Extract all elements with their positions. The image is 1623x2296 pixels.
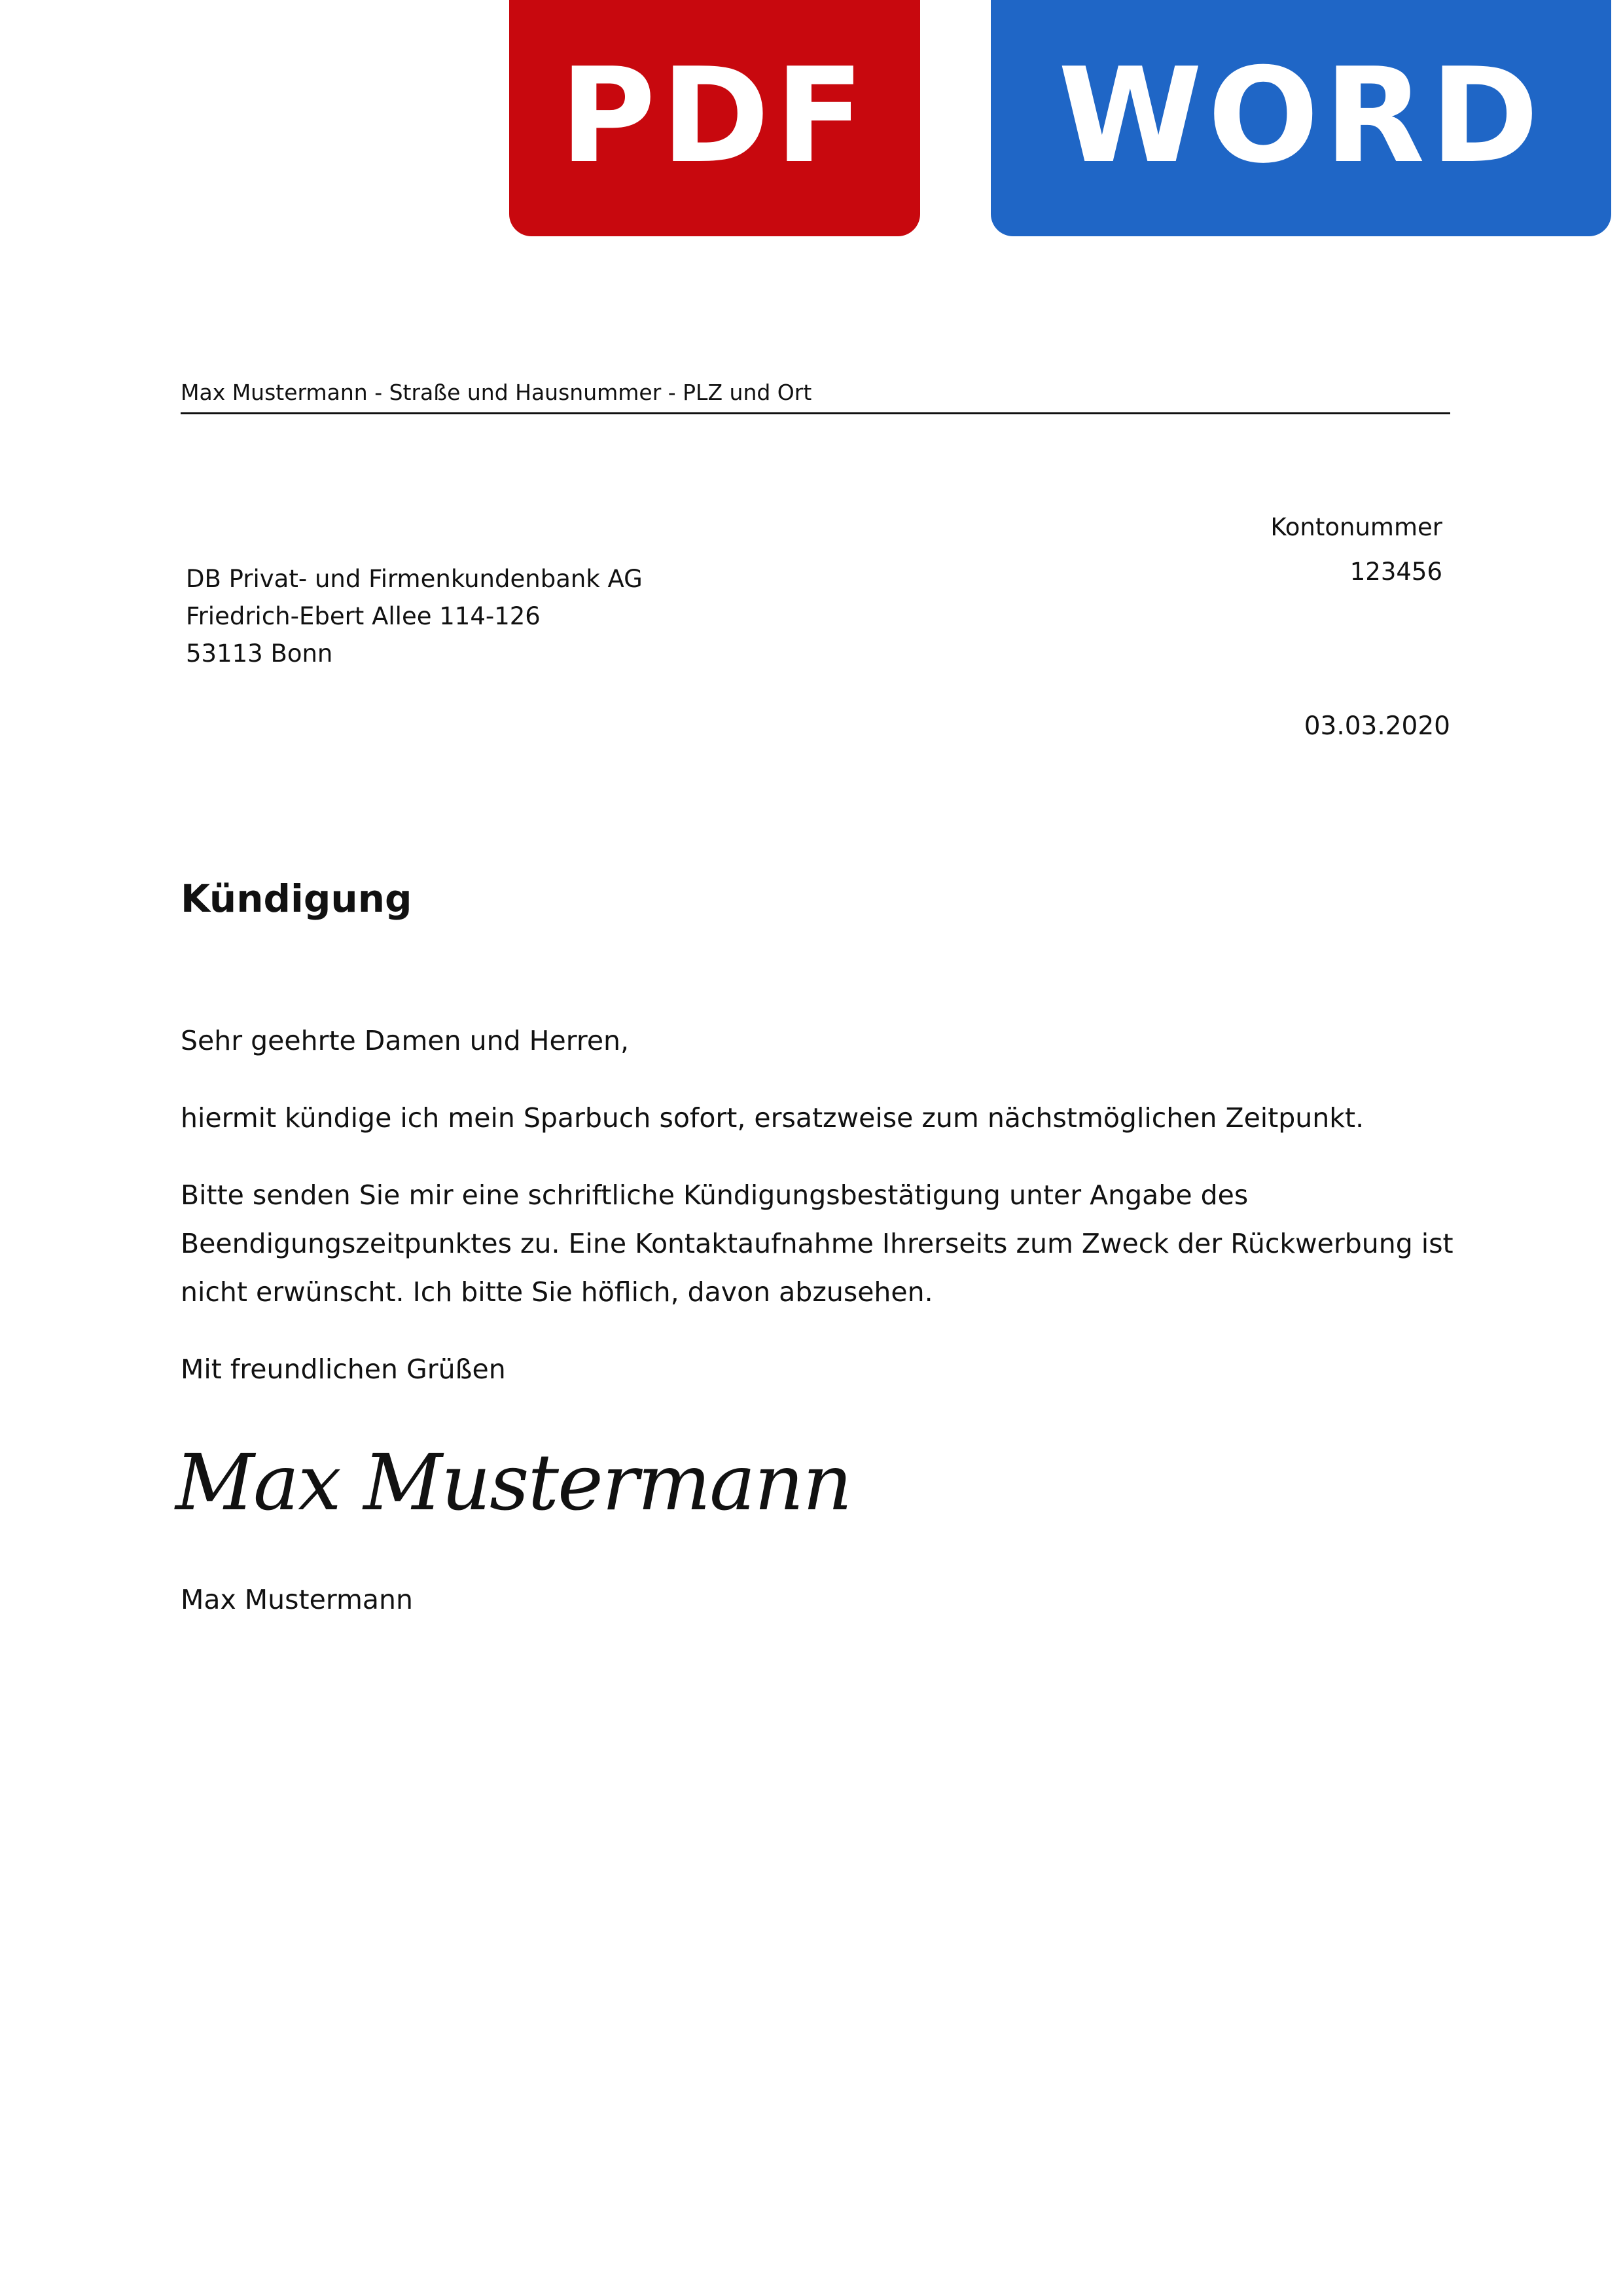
paragraph-2: Bitte senden Sie mir eine schriftliche Kündigungsbestätigung unter Angabe des Beendigungszeitpunktes zu. Eine Kontaktaufnahme Ihrerseits zum Zweck der Rückwerbung ist nicht erwünscht. Ich bitte Sie höflich, davon abzusehen. xyxy=(181,1179,1454,1308)
printed-name: Max Mustermann xyxy=(181,1584,413,1615)
letter-date: 03.03.2020 xyxy=(1304,711,1450,741)
pdf-download-button[interactable] xyxy=(509,0,920,236)
paragraph-1: hiermit kündige ich mein Sparbuch sofort, ersatzweise zum nächstmöglichen Zeitpunkt. xyxy=(181,1102,1364,1134)
recipient-address xyxy=(186,560,643,672)
account-label: Kontonummer xyxy=(1270,513,1442,541)
account-block xyxy=(1270,505,1442,594)
letter-subject: Kündigung xyxy=(181,876,412,921)
closing: Mit freundlichen Grüßen xyxy=(181,1354,506,1385)
recipient-line-3: 53113 Bonn xyxy=(186,639,333,668)
account-number: 123456 xyxy=(1349,558,1442,586)
letter-body xyxy=(181,1016,1463,1422)
recipient-line-2: Friedrich-Ebert Allee 114-126 xyxy=(186,602,541,630)
recipient-line-1: DB Privat- und Firmenkundenbank AG xyxy=(186,565,643,593)
word-download-button[interactable] xyxy=(991,0,1611,236)
sender-address-line: Max Mustermann - Straße und Hausnummer - PLZ und Ort xyxy=(181,378,1450,414)
handwritten-signature: Max Mustermann xyxy=(175,1437,851,1528)
pdf-button-label: PDF xyxy=(560,39,870,192)
word-button-label: WORD xyxy=(1058,39,1544,192)
salutation: Sehr geehrte Damen und Herren, xyxy=(181,1025,630,1056)
